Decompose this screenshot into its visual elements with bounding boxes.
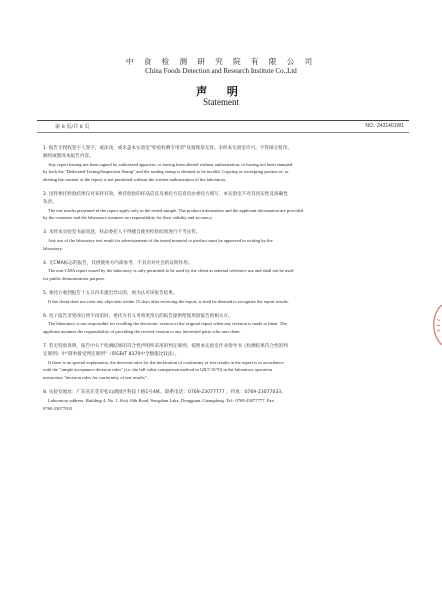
clause-text-cn: 5. 委托方收到报告十五日内未提出异议的，视为认可该报告结果。: [43, 290, 178, 296]
company-name-cn: 中 食 检 测 研 究 院 有 限 公 司: [125, 57, 317, 66]
statement-title-en: Statement: [203, 97, 239, 107]
clause-text-cn: 2. 送样委托检验结果仅对来样有效。委托检验的样品信息及委托方信息均由委托方填写，本实验室不对其真实性及准确性: [43, 191, 288, 197]
clause-text-en: by the customer and the laboratory assumes no responsibility for their validity and accuracy.: [43, 215, 213, 221]
clause-text-cn: 7. 若无特别说明，报告中关于检测结果的符合性声明所采用的判定规则，按照本实验室作业指导书《检测结果符合性的判: [43, 343, 288, 349]
clause-text-cn: 3. 未经本实验室书面同意，样品委托人不得擅自使用检验结果进行不当宣传。: [43, 230, 201, 236]
clause-text-cn: 4. 无CMA标志的报告，仅供使用方内部参考，不具有对社会的证明作用。: [43, 260, 193, 266]
statement-clause-8: [43, 389, 403, 412]
clause-text-en: for public demonstration purpose.: [43, 276, 106, 282]
statement-clause-4: [43, 260, 403, 283]
clause-text-en: The laboratory is not responsible for recalling the electronic version of the original report when any revision is made to them. The: [48, 321, 287, 327]
clause-text-cn: 1. 报告无授权签字人签字，或涂改，或未盖本实验室"检验检测专用章"及骑缝章无效。未经本实验室许可，不得部分复印、: [43, 146, 292, 151]
report-number: NO.: 2431401W1: [365, 123, 404, 129]
clause-text-en: laboratory.: [43, 245, 63, 251]
clause-text-en: Laboratory address: Building 4, No. 1, Keji 10th Road, Songshan Lake, Dongguan, Guangdong. Tel.: 0769-23077777. Fax:: [48, 397, 275, 403]
page-number: 第 8 页/共 8 页: [55, 124, 90, 130]
clause-text-cn: 定规则》中"简单接受判定规则"（即GB/T 8170中全数值比较法）。: [43, 351, 180, 357]
clause-text-cn: 8. 实验室地址：广东省东莞市松山湖园区科技十路1号4栋。联系电话：0769-23077777 ，传真：0769-23077033。: [43, 389, 286, 395]
company-name-en: China Foods Detection and Research Institute Co.,Ltd: [145, 67, 297, 75]
clause-text-en: 0769-23077033.: [43, 405, 74, 411]
clause-text-en: Any report having not been signed by authorized approver, or having been altered without authorization, or having not been stamped: [48, 161, 293, 167]
statement-clause-1: [43, 145, 403, 184]
statement-clause-5: [43, 290, 403, 306]
header-rule-top: [37, 120, 409, 121]
statement-clause-3: [43, 229, 403, 252]
clause-text-en: If there is no special explanation, the decision rules for the declaration of conformity of test results in the report is in accordance: [48, 359, 284, 365]
clause-text-en: instruction "decision rules for conformity of test results".: [43, 375, 148, 381]
clause-text-en: with the "simple acceptance decision rules" (i.e. the full value comparison method in GB/T 8170) in the laboratory operation: [43, 367, 273, 373]
clause-text-en: applicant assumes the responsibility of providing the revised version to any interested party who uses them.: [43, 329, 241, 335]
statement-clause-2: [43, 191, 403, 222]
clause-text-cn: 负责。: [43, 199, 57, 205]
clause-text-en: by both the "Dedicated Testing/Inspection Stamp" and the sealing stamp is deemed to be invalid. Copying or excerpting portion of, or: [43, 169, 289, 175]
header-rule-bottom: [37, 132, 409, 133]
clause-text-cn: 6. 电子报告非更改后将不再追回，委托方有义务将更改后的报告提供给使用原报告的相关方。: [43, 313, 233, 319]
clause-text-en: If the client does not raise any objection within 15 days after receiving the report, it shall be deemed to recognize the report results.: [48, 298, 289, 304]
statement-title-cn: 声 明: [196, 85, 246, 98]
statement-body: [43, 145, 403, 419]
statement-clause-6: [43, 313, 403, 336]
clause-text-en: The non-CMA report issued by the laboratory is only permitted to be used by the client as internal reference use and shall not be used: [48, 268, 294, 274]
clause-text-en: Any use of the laboratory test result for advertisement of the tested material or product must be approved in writing by the: [48, 237, 273, 243]
statement-clause-7: [43, 343, 403, 382]
seal-stamp-fragment: [428, 303, 442, 347]
clause-text-cn: 摘用或篡改本报告内容。: [43, 153, 94, 159]
clause-text-en: altering the content of the report is not permitted without the written authorization of the laboratory.: [43, 177, 227, 183]
clause-text-en: The test results presented in the report apply only to the tested sample. The product information and the applicant information are provided: [48, 207, 304, 213]
